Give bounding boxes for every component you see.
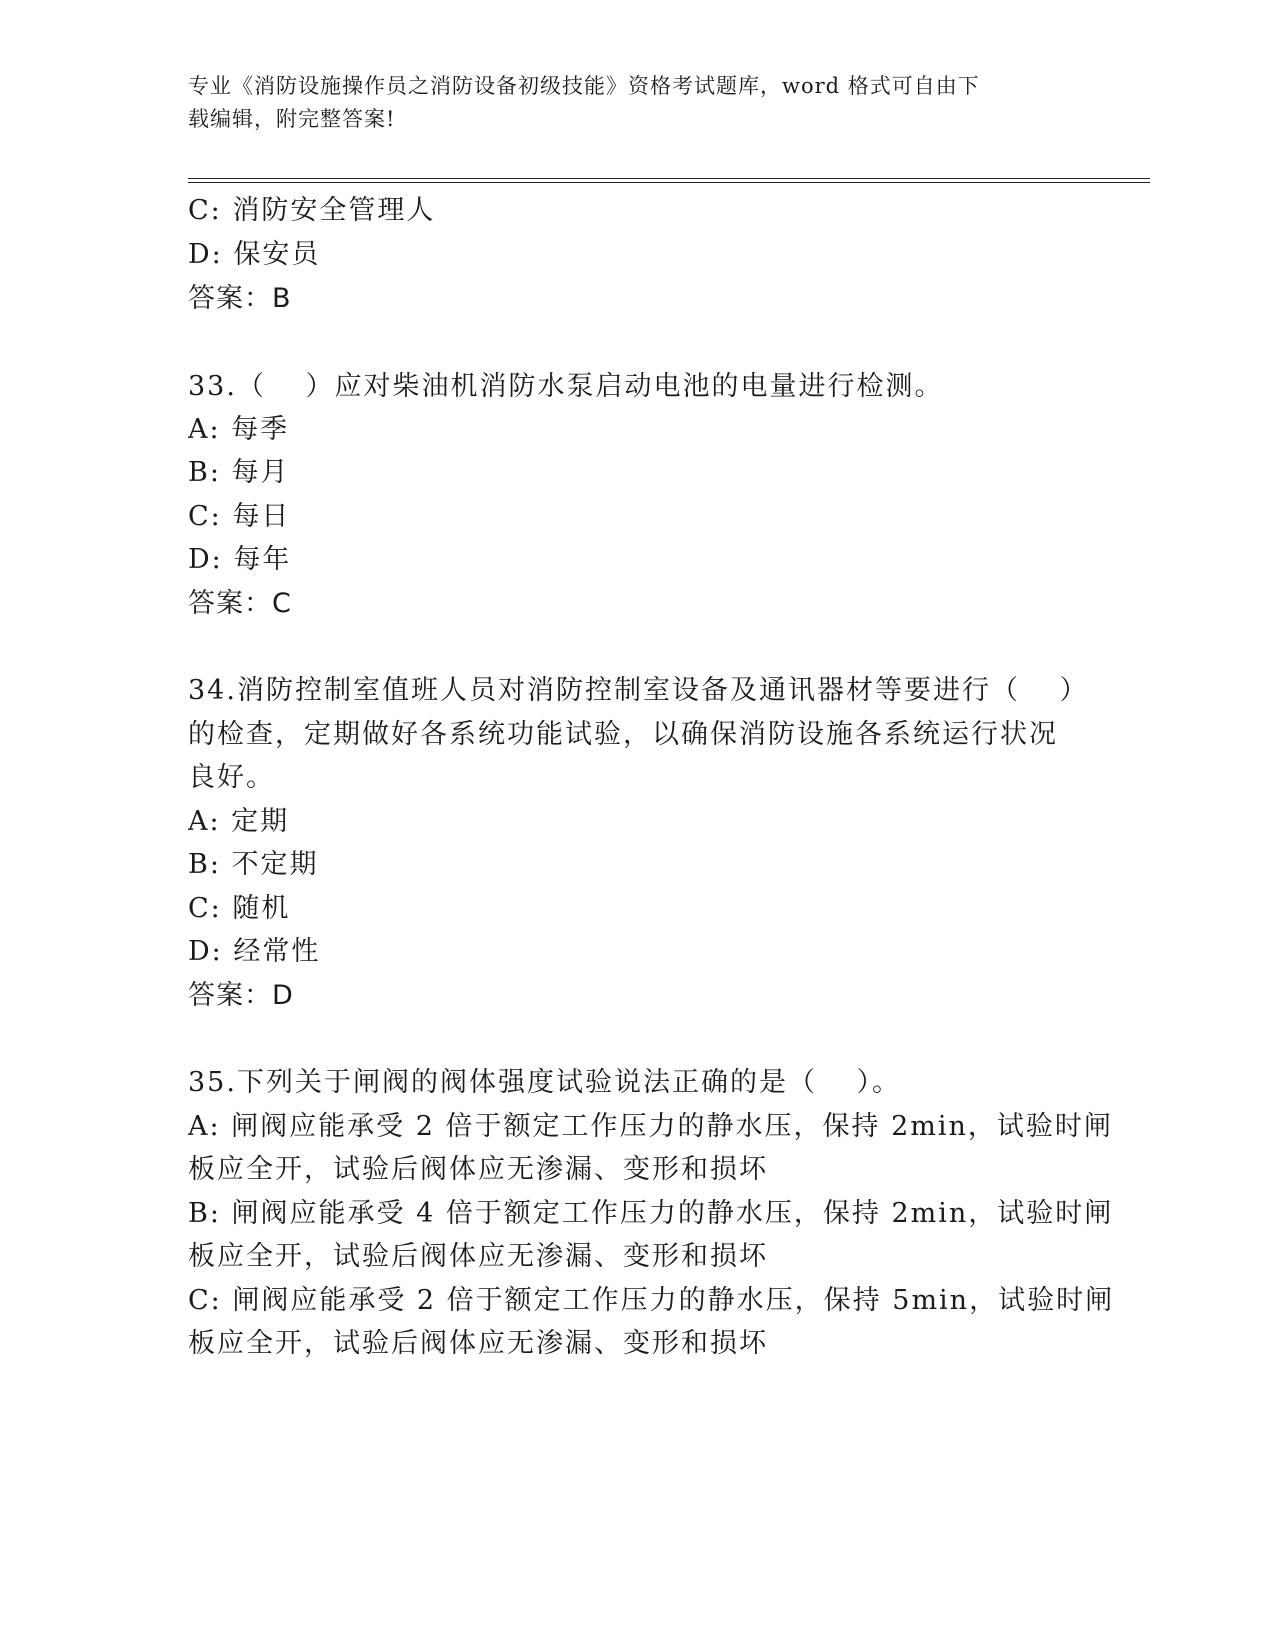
q35-option-c-line-1: C: 闸阀应能承受 2 倍于额定工作压力的静水压，保持 5min，试验时闸 bbox=[188, 1285, 1115, 1316]
q32-option-d: D: 保安员 bbox=[188, 239, 321, 270]
q33-answer: 答案：C bbox=[188, 588, 292, 619]
q34-stem-line-3: 良好。 bbox=[188, 762, 275, 793]
q35-option-b-line-1: B: 闸阀应能承受 4 倍于额定工作压力的静水压，保持 2min，试验时闸 bbox=[188, 1198, 1114, 1229]
q33-option-a: A: 每季 bbox=[188, 414, 290, 445]
q34-option-a: A: 定期 bbox=[188, 806, 290, 837]
q33-option-b: B: 每月 bbox=[188, 457, 290, 488]
q35-option-c-line-2: 板应全开，试验后阀体应无渗漏、变形和损坏 bbox=[188, 1328, 768, 1359]
q34-answer: 答案：D bbox=[188, 980, 294, 1011]
q34-option-c: C: 随机 bbox=[188, 893, 291, 924]
q34-option-d: D: 经常性 bbox=[188, 936, 321, 967]
page-header bbox=[188, 70, 1068, 136]
q32-answer: 答案：B bbox=[188, 283, 292, 314]
q33-option-d: D: 每年 bbox=[188, 544, 292, 575]
q32-option-c: C: 消防安全管理人 bbox=[188, 195, 436, 226]
q35-option-b-line-2: 板应全开，试验后阀体应无渗漏、变形和损坏 bbox=[188, 1241, 768, 1272]
q35-option-a-line-2: 板应全开，试验后阀体应无渗漏、变形和损坏 bbox=[188, 1154, 768, 1185]
q35-option-a-line-1: A: 闸阀应能承受 2 倍于额定工作压力的静水压，保持 2min，试验时闸 bbox=[188, 1111, 1113, 1142]
q34-option-b: B: 不定期 bbox=[188, 849, 319, 880]
header-line-1: 专业《消防设施操作员之消防设备初级技能》资格考试题库，word 格式可自由下 bbox=[188, 74, 980, 98]
header-divider-bottom bbox=[188, 182, 1150, 183]
q33-option-c: C: 每日 bbox=[188, 501, 291, 532]
q33-stem: 33.（ ）应对柴油机消防水泵启动电池的电量进行检测。 bbox=[188, 371, 944, 402]
q35-stem: 35.下列关于闸阀的阀体强度试验说法正确的是（ ）。 bbox=[188, 1067, 902, 1098]
q34-stem-line-1: 34.消防控制室值班人员对消防控制室设备及通讯器材等要进行（ ） bbox=[188, 675, 1089, 706]
header-divider-top bbox=[188, 178, 1150, 179]
q34-stem-line-2: 的检查，定期做好各系统功能试验，以确保消防设施各系统运行状况 bbox=[188, 719, 1058, 750]
header-line-2: 载编辑，附完整答案! bbox=[188, 107, 396, 131]
